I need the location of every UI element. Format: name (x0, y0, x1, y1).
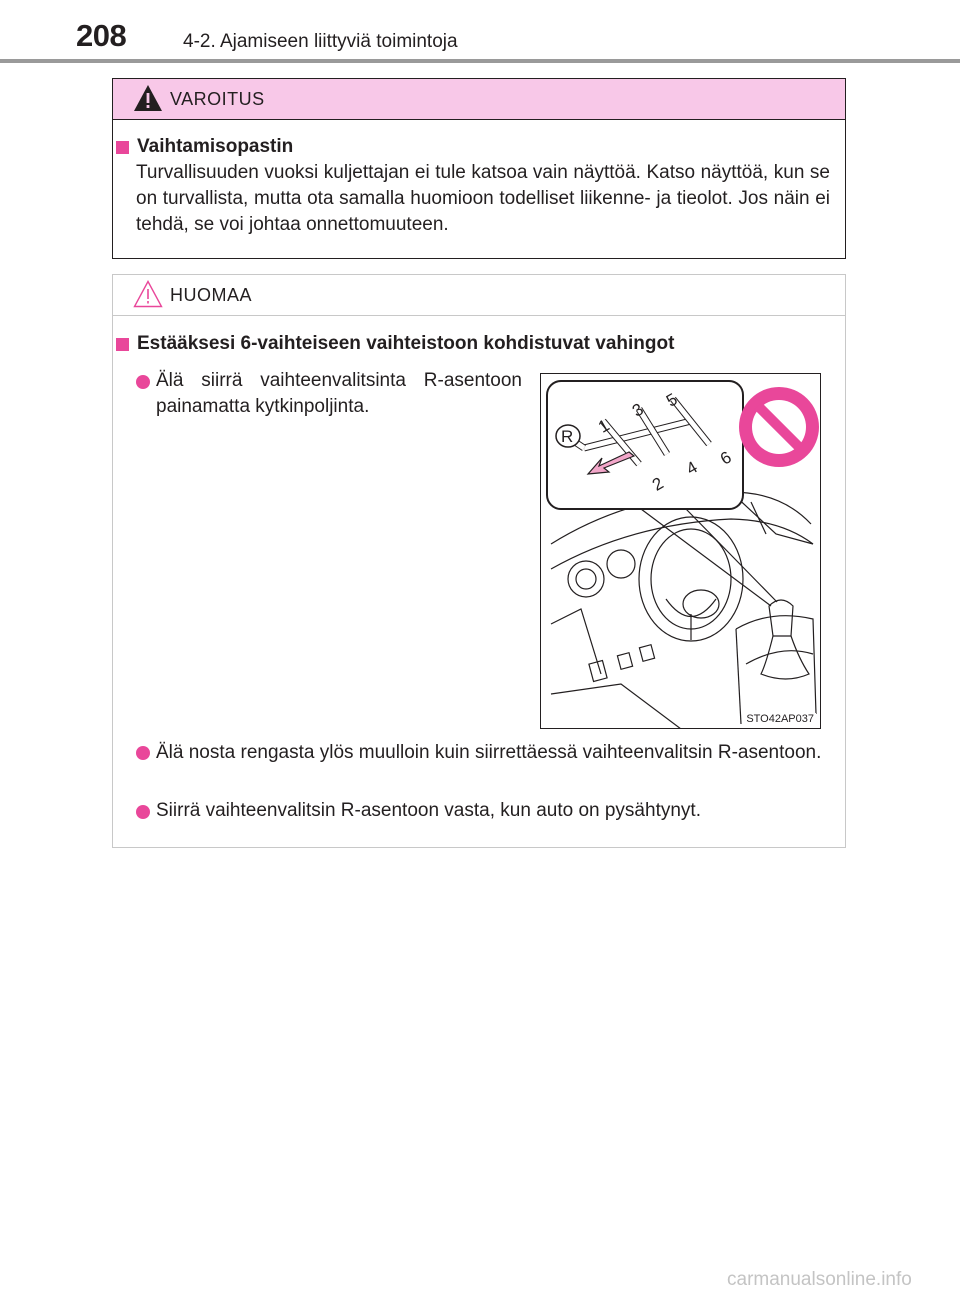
notice-item: Älä nosta rengasta ylös muulloin kuin siirrettäessä vaihteenvalitsin R-asentoon. (156, 742, 822, 763)
gear-label-5: 5 (663, 389, 681, 411)
warning-triangle-icon (133, 84, 163, 112)
square-bullet-icon (116, 338, 129, 351)
section-title: 4-2. Ajamiseen liittyviä toimintoja (183, 31, 458, 52)
gear-label-6: 6 (717, 447, 735, 469)
watermark-text: carmanualsonline.info (727, 1269, 912, 1290)
gear-shift-illustration (540, 373, 821, 729)
gear-label-1: 1 (595, 415, 613, 437)
round-bullet-icon (136, 805, 150, 819)
figure-code: STO42AP037 (746, 713, 814, 725)
page-header (0, 0, 960, 62)
cockpit-drawing (541, 374, 821, 729)
warning-heading-text: Vaihtamisopastin (137, 136, 294, 157)
notice-header (113, 275, 845, 316)
round-bullet-icon (136, 746, 150, 760)
page-number: 208 (76, 18, 127, 53)
notice-heading (116, 333, 674, 355)
notice-item: Siirrä vaihteenvalitsin R-asentoon vasta, kun auto on pysähtynyt. (156, 800, 701, 821)
gear-label-2: 2 (649, 473, 667, 495)
warning-header (113, 79, 845, 120)
warning-heading (116, 136, 293, 158)
notice-label: HUOMAA (170, 285, 253, 305)
warning-label: VAROITUS (170, 89, 265, 109)
header-divider (0, 59, 960, 63)
notice-triangle-icon (133, 280, 163, 308)
round-bullet-icon (136, 375, 150, 389)
notice-heading-text: Estääksesi 6-vaihteiseen vaihteistoon kohdistuvat vahingot (137, 333, 675, 354)
warning-body: Turvallisuuden vuoksi kuljettajan ei tule katsoa vain näyttöä. Katso näyttöä, kun se on turvallista, mutta ota samalla huomioon todelliset liikenne- ja tieolot. Jos näin ei tehdä, se voi johtaa onnettomuuteen. (136, 162, 830, 235)
gear-label-3: 3 (629, 399, 647, 421)
prohibition-icon (739, 387, 819, 467)
notice-item: Älä siirrä vaihteenvalitsinta R-asentoon painamatta kytkinpoljinta. (156, 370, 522, 417)
gear-label-4: 4 (683, 457, 701, 479)
square-bullet-icon (116, 141, 129, 154)
gear-label-r: R (561, 427, 574, 446)
